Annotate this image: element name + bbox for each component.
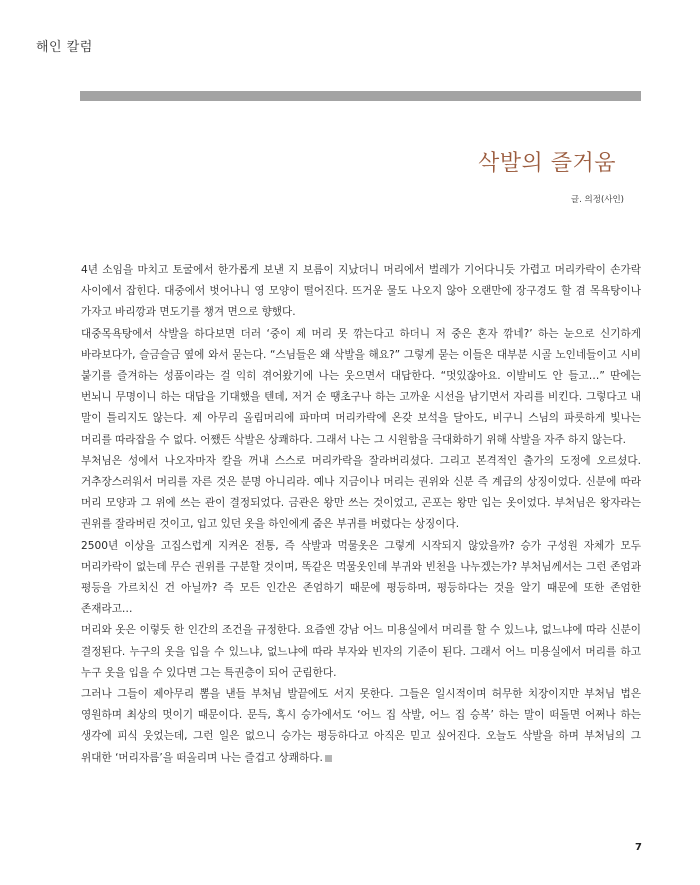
section-label: 해인 칼럼 [36, 40, 93, 55]
article-byline: 글. 의정(사인) [570, 195, 624, 205]
paragraph: 2500년 이상을 고집스럽게 지켜온 전통, 즉 삭발과 먹물옷은 그렇게 시작되지 않았을까? 승가 구성원 자체가 모두 머리카락이 없는데 무슨 권위를 구분할 것이며, 똑같은 먹물옷인데 부귀와 빈천을 나누겠는가? 부처님께서는 그런 존엄과 평등을 가르치신 건 아닐까? 즉 모든 인간은 존엄하기 때문에 평등하며, 평등하다는 것을 알기 때문에 또한 존엄한 존재라고… [81, 539, 641, 616]
end-mark-icon [325, 755, 332, 762]
title-bar [80, 91, 641, 101]
paragraph: 대중목욕탕에서 삭발을 하다보면 더러 ‘중이 제 머리 못 깎는다고 하더니 저 중은 혼자 깎네?’ 하는 눈으로 신기하게 바라보다가, 슬금슬금 옆에 와서 묻는다. “스님들은 왜 삭발을 해요?” 그렇게 묻는 이들은 대부분 시골 노인네들이고 시비 붙기를 즐겨하는 성품이라는 걸 익히 겪어왔기에 나는 웃으면서 대답한다. “멋있잖아요. 이발비도 안 들고…” 딴에는 번뇌니 무명이니 하는 대답을 기대했을 텐데, 저거 순 땡초구나 하는 고까운 시선을 남기면서 자리를 비킨다. 그렇다고 내 말이 틀리지도 않는다. 제 아무리 올림머리에 파마며 머리카락에 온갖 보석을 달아도, 비구니 스님의 파릇하게 빛나는 머리를 따라잡을 수 없다. 어쨌든 삭발은 상쾌하다. 그래서 나는 그 시원함을 극대화하기 위해 삭발을 자주 하지 않는다. [81, 327, 641, 446]
paragraph-text: 그러나 그들이 제아무리 뽐을 낸들 부처님 발끝에도 서지 못한다. 그들은 일시적이며 허무한 치장이지만 부처님 법은 영원하며 최상의 멋이기 때문이다. 문득, 혹시 승가에서도 ‘어느 집 삭발, 어느 집 승복’ 하는 말이 떠돌면 어쩌나 하는 생각에 피식 웃었는데, 그런 일은 없으니 승가는 평등하다고 아직은 믿고 싶어진다. 오늘도 삭발을 하며 부처님의 그 위대한 ‘머리자름’을 떠올리며 나는 즐겁고 상쾌하다. [81, 688, 641, 764]
page-number: 7 [635, 842, 642, 853]
paragraph: 머리와 옷은 이렇듯 한 인간의 조건을 규정한다. 요즘엔 강남 어느 미용실에서 머리를 할 수 있느냐, 없느냐에 따라 신분이 결정된다. 누구의 옷을 입을 수 있느냐, 없느냐에 따라 부자와 빈자의 기준이 된다. 그래서 어느 미용실에서 머리를 하고 누구 옷을 입을 수 있다면 그는 특권층이 되어 군림한다. [81, 624, 641, 679]
article-body [81, 260, 641, 769]
paragraph-last [81, 684, 641, 769]
paragraph: 부처님은 성에서 나오자마자 칼을 꺼내 스스로 머리카락을 잘라버리셨다. 그리고 본격적인 출가의 도정에 오르셨다. 거추장스러워서 머리를 자른 것은 분명 아니리라. 예나 지금이나 머리는 권위와 신분 즉 계급의 상징이었다. 신분에 따라 머리 모양과 그 위에 쓰는 관이 결정되었다. 금관은 왕만 쓰는 것이었고, 곤포는 왕만 입는 옷이었다. 부처님은 왕자라는 권위를 잘라버린 것이고, 입고 있던 옷을 하인에게 줌은 부귀를 버렸다는 상징이다. [81, 454, 641, 531]
article-title: 삭발의 즐거움 [477, 151, 616, 176]
paragraph: 4년 소임을 마치고 토굴에서 한가롭게 보낸 지 보름이 지났더니 머리에서 벌레가 기어다니듯 가렵고 머리카락이 손가락 사이에서 잡힌다. 대중에서 벗어나니 영 모양이 떨어진다. 뜨거운 물도 나오지 않아 오랜만에 장구경도 할 겸 목욕탕이나 가자고 바리깡과 면도기를 챙겨 면으로 향했다. [81, 264, 641, 319]
